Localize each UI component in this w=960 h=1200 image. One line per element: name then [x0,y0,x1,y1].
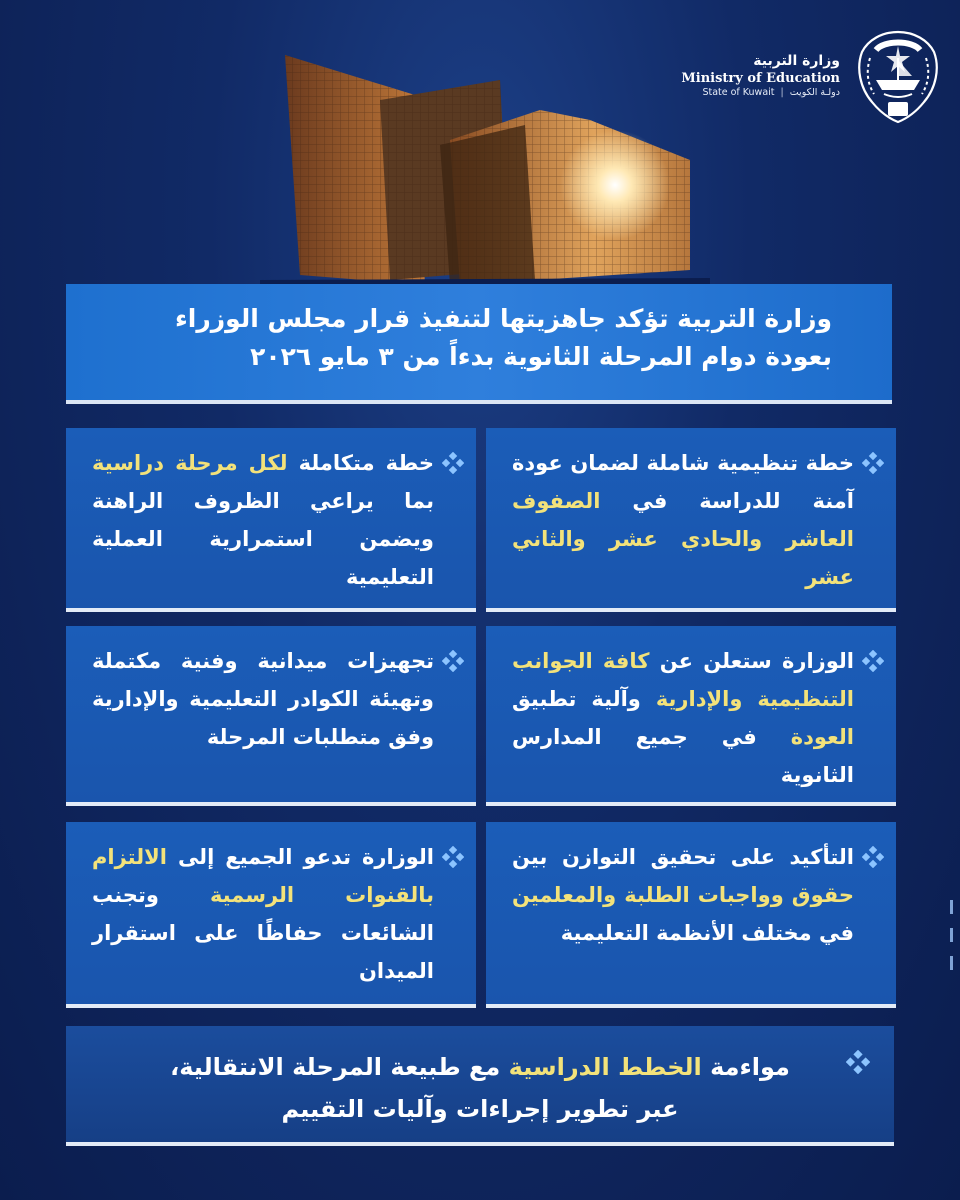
footer-banner [66,1026,894,1146]
headline-banner [66,284,892,404]
info-card [486,626,896,806]
info-card [486,822,896,1008]
ministry-building-image [260,40,710,290]
diamond-bullet-icon [442,452,464,474]
card-text: التأكيد على تحقيق التوازن بين حقوق وواجبات الطلبة والمعلمين في مختلف الأنظمة التعليمية [512,845,854,945]
diamond-bullet-icon [846,1050,870,1074]
state-separator: | [780,86,784,98]
state-name-arabic: دولـة الكويت [789,86,840,98]
diamond-bullet-icon [862,846,884,868]
info-card [66,428,476,612]
footer-line-2: عبر تطوير إجراءات وآليات التقييم [281,1095,679,1123]
diamond-bullet-icon [442,650,464,672]
card-text: خطة تنظيمية شاملة لضمان عودة آمنة للدراسة في الصفوف العاشر والحادي عشر والثاني عشر [512,451,854,589]
headline-line-1: وزارة التربية تؤكد جاهزيتها لتنفيذ قرار مجلس الوزراء [175,304,832,333]
diamond-bullet-icon [862,452,884,474]
ministry-name-english: Ministry of Education [681,70,840,86]
info-card [66,626,476,806]
info-card [66,822,476,1008]
info-card [486,428,896,612]
card-text: خطة متكاملة لكل مرحلة دراسية بما يراعي الظروف الراهنة ويضمن استمرارية العملية التعليمية [92,451,434,589]
card-text: الوزارة تدعو الجميع إلى الالتزام بالقنوات الرسمية وتجنب الشائعات حفاظًا على استقرار الميدان [92,845,434,983]
ministry-name-arabic: وزارة التربية [753,53,840,70]
state-name-english: State of Kuwait [702,86,775,98]
ministry-logo [681,28,942,124]
card-text: الوزارة ستعلن عن كافة الجوانب التنظيمية والإدارية وآلية تطبيق العودة في جميع المدارس الثانوية [512,649,855,787]
footer-line-1: مواءمة الخطط الدراسية مع طبيعة المرحلة الانتقالية، [170,1053,790,1081]
diamond-bullet-icon [442,846,464,868]
diamond-bullet-icon [862,650,884,672]
side-decoration [950,900,954,970]
headline-line-2: بعودة دوام المرحلة الثانوية بدءاً من ٣ مايو ٢٠٢٦ [250,342,832,371]
card-text: تجهيزات ميدانية وفنية مكتملة وتهيئة الكوادر التعليمية والإدارية وفق متطلبات المرحلة [92,649,434,749]
kuwait-emblem-icon [854,28,942,124]
